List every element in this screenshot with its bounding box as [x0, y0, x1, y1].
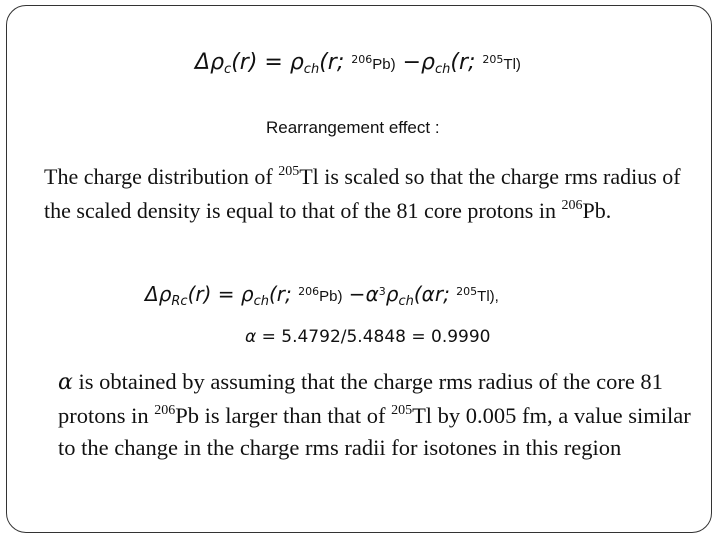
- eq1-delta: Δ: [195, 50, 211, 75]
- p2-pb-mass: 206: [154, 402, 176, 418]
- equation-delta-rho-c: [195, 50, 521, 77]
- eq1-tl-symbol: Tl): [503, 56, 521, 73]
- eq2-tl-symbol: Tl),: [477, 288, 499, 305]
- eq1-rho1-sub: ch: [303, 62, 320, 77]
- eq2-tl-mass: 205: [456, 285, 478, 298]
- p2-text-c: Tl by 0.005 fm, a value similar to the change in the charge rms radii for isotones in this region: [58, 402, 691, 460]
- p1-text-a: The charge distribution of: [44, 164, 279, 189]
- p1-tl-mass: 205: [278, 164, 300, 179]
- p2-text-b: Pb is larger than that of: [175, 402, 392, 428]
- eq2-rho2-arg: (αr;: [413, 282, 457, 306]
- eq3-alpha: α: [245, 327, 257, 347]
- eq1-rho1-arg: (r;: [319, 50, 352, 75]
- p2-alpha: α: [58, 370, 73, 395]
- eq2-sub: Rc: [171, 294, 188, 309]
- eq2-alpha: α: [365, 282, 379, 306]
- eq2-rho1: ρ: [240, 282, 254, 306]
- eq2-arg: (r) =: [187, 282, 241, 306]
- eq1-rho1: ρ: [289, 50, 304, 75]
- eq1-arg: (r) =: [231, 50, 290, 75]
- eq2-pb-mass: 206: [298, 285, 320, 298]
- eq2-minus: −: [342, 282, 366, 306]
- eq1-minus: −: [395, 50, 422, 75]
- eq2-pb-symbol: Pb): [319, 288, 343, 305]
- p2-text-a: is obtained by assuming that the charge rms radius of the core 81 protons in: [58, 369, 663, 428]
- eq1-sub: c: [224, 62, 232, 77]
- eq2-rho2-sub: ch: [398, 294, 414, 309]
- paragraph-scaling: [44, 160, 704, 228]
- eq1-pb-symbol: Pb): [372, 56, 396, 73]
- eq1-rho: ρ: [210, 50, 225, 75]
- equation-alpha-value: [245, 327, 491, 347]
- eq1-rho2: ρ: [421, 50, 435, 75]
- eq2-alpha-exp: 3: [378, 285, 386, 298]
- eq1-tl-mass: 205: [482, 53, 504, 66]
- eq1-rho2-arg: (r;: [450, 50, 483, 75]
- eq2-rho: ρ: [158, 282, 172, 306]
- eq1-rho2-sub: ch: [434, 62, 451, 77]
- eq2-rho1-arg: (r;: [268, 282, 299, 306]
- eq1-pb-mass: 206: [351, 53, 373, 66]
- p1-text-c: Pb.: [582, 198, 612, 223]
- p1-pb-mass: 206: [561, 198, 583, 213]
- p2-tl-mass: 205: [391, 402, 413, 418]
- p1-text-b: Tl is scaled so that the charge rms radius of the scaled density is equal to that of the 81 core protons in: [44, 164, 681, 223]
- rearrangement-heading: Rearrangement effect :: [266, 118, 440, 137]
- eq2-delta: Δ: [145, 282, 159, 306]
- paragraph-alpha-explanation: [58, 366, 698, 465]
- eq2-rho2: ρ: [385, 282, 399, 306]
- eq2-rho1-sub: ch: [253, 294, 269, 309]
- eq3-text: = 5.4792/5.4848 = 0.9990: [256, 327, 491, 347]
- equation-delta-rho-rc: [145, 282, 499, 309]
